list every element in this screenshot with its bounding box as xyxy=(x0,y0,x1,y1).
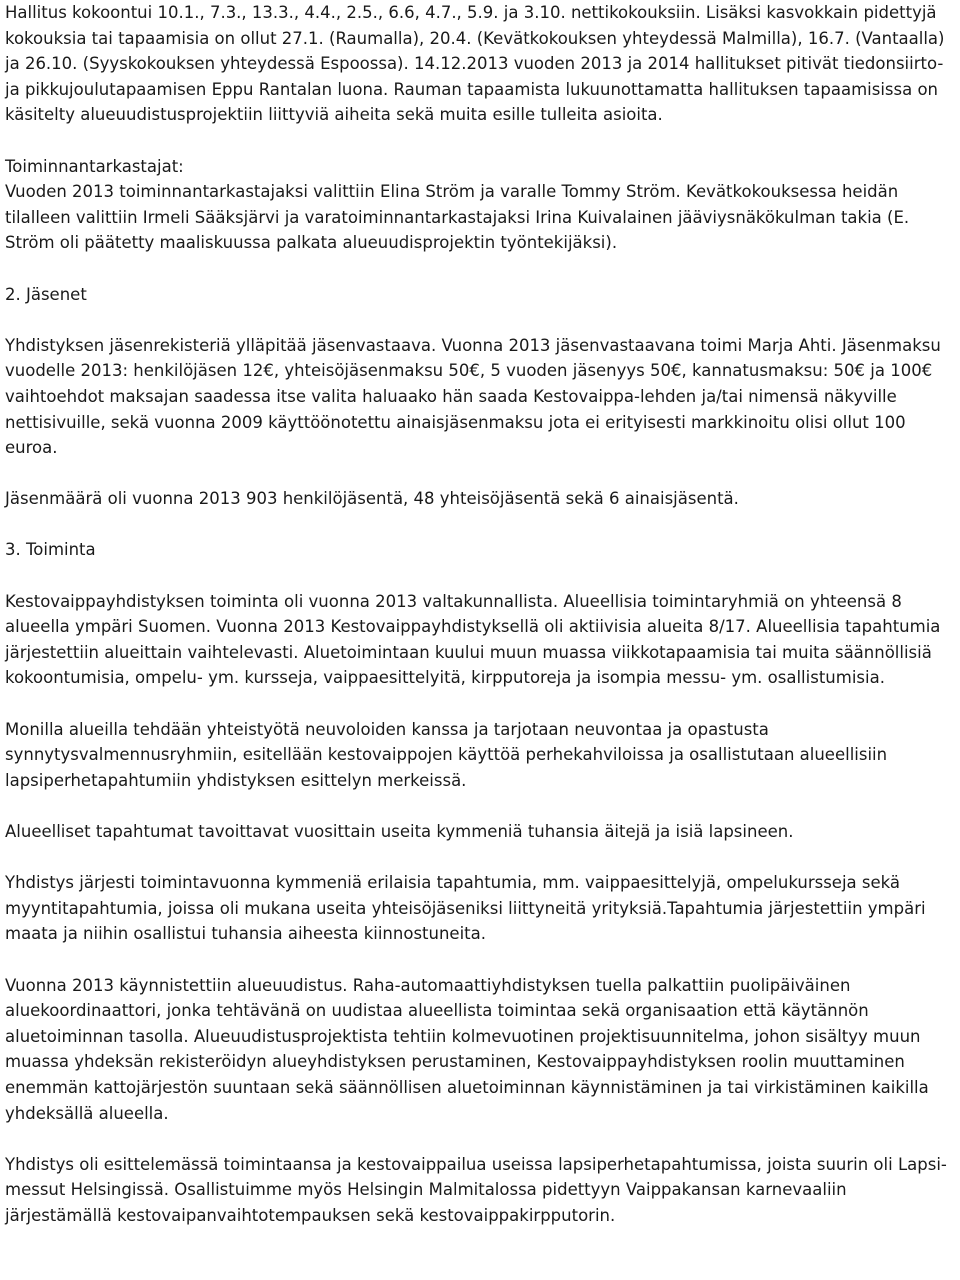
activities-paragraph-6: Yhdistys oli esittelemässä toimintaansa ja kestovaippailua useissa lapsiperhetapahtumissa, joista suurin oli Lapsi-messut Helsingissä. Osallistuimme myös Helsingin Malmitalossa pidettyyn Vaippakansan karnevaaliin järjestämällä kestovaipanvaihtotempauksen sekä kestovaippakirpputorin. xyxy=(5,1154,947,1225)
board-meetings-paragraph: Hallitus kokoontui 10.1., 7.3., 13.3., 4.4., 2.5., 6.6, 4.7., 5.9. ja 3.10. nettikokouksiin. Lisäksi kasvokkain pidettyjä kokouksia tai tapaamisia on ollut 27.1. (Raumalla), 20.4. (Kevätkokouksen yhteydessä Malmilla), 16.7. (Vantaalla) ja 26.10. (Syyskokouksen yhteydessä Espoossa). 14.12.2013 vuoden 2013 ja 2014 hallitukset pitivät tiedonsiirto- ja pikkujoulutapaamisen Eppu Rantalan luona. Rauman tapaamista lukuunottamatta hallituksen tapaamisissa on käsitelty alueuudistusprojektiin liittyviä aiheita sekä muita esille tulleita asioita. xyxy=(5,3,945,125)
auditors-heading: Toiminnantarkastajat: xyxy=(5,156,184,176)
members-count-paragraph: Jäsenmäärä oli vuonna 2013 903 henkilöjäsentä, 48 yhteisöjäsentä sekä 6 ainaisjäsentä. xyxy=(5,489,739,509)
members-registry-paragraph: Yhdistyksen jäsenrekisteriä ylläpitää jäsenvastaava. Vuonna 2013 jäsenvastaavana toimi Marja Ahti. Jäsenmaksu vuodelle 2013: henkilöjäsen 12€, yhteisöjäsenmaksu 50€, 5 vuoden jäsenyys 50€, kannatusmaksu: 50€ ja 100€ vaihtoehdot maksajan saadessa itse valita haluaako hän saada Kestovaippa-lehden ja/tai nimensä näkyville nettisivuille, sekä vuonna 2009 käyttöönotettu ainaisjäsenmaksu jota ei erityisesti markkinoitu olisi ollut 100 euroa. xyxy=(5,335,941,458)
activities-heading: 3. Toiminta xyxy=(5,540,96,560)
auditors-paragraph: Vuoden 2013 toiminnantarkastajaksi valittiin Elina Ström ja varalle Tommy Ström. Kevätkokouksessa heidän tilalleen valittiin Irmeli Sääksjärvi ja varatoiminnantarkastajaksi Irina Kuivalainen jääviysnäkökulman takia (E. Ström oli päätetty maaliskuussa palkata alueuudisprojektin työntekijäksi). xyxy=(5,182,910,253)
activities-paragraph-3: Alueelliset tapahtumat tavoittavat vuosittain useita kymmeniä tuhansia äitejä ja isiä lapsineen. xyxy=(5,822,794,841)
activities-paragraph-5: Vuonna 2013 käynnistettiin alueuudistus. Raha-automaattiyhdistyksen tuella palkattiin puolipäiväinen aluekoordinaattori, jonka tehtävänä on uudistaa alueellista toimintaa sekä organisaation että käytännön aluetoiminnan tasolla. Alueuudistusprojektista tehtiin kolmevuotinen projektisuunnitelma, johon sisältyy muun muassa yhdeksän rekisteröidyn alueyhdistyksen perustaminen, Kestovaippayhdistyksen roolin muuttaminen enemmän kattojärjestön suuntaan sekä säännöllisen aluetoiminnan käynnistäminen ja tai virkistäminen kaikilla yhdeksällä alueella. xyxy=(5,975,929,1123)
activities-paragraph-4: Yhdistys järjesti toimintavuonna kymmeniä erilaisia tapahtumia, mm. vaippaesittelyjä, ompelukursseja sekä myyntitapahtumia, joissa oli mukana useita yhteisöjäseniksi liittyneitä yrityksiä.Tapahtumia järjestettiin ympäri maata ja niihin osallistui tuhansia aiheesta kiinnostuneita. xyxy=(5,873,926,944)
document-page xyxy=(5,0,955,1229)
activities-paragraph-2: Monilla alueilla tehdään yhteistyötä neuvoloiden kanssa ja tarjotaan neuvontaa ja opastusta synnytysvalmennusryhmiin, esitellään kestovaippojen käyttöä perhekahviloissa ja osallistutaan alueellisiin lapsiperhetapahtumiin yhdistyksen esittelyn merkeissä. xyxy=(5,719,888,790)
activities-paragraph-1: Kestovaippayhdistyksen toiminta oli vuonna 2013 valtakunnallista. Alueellisia toimintaryhmiä on yhteensä 8 alueella ympäri Suomen. Vuonna 2013 Kestovaippayhdistyksellä oli aktiivisia alueita 8/17. Alueellisia tapahtumia järjestettiin alueittain vaihtelevasti. Aluetoimintaan kuului muun muassa viikkotapaamisia tai muita säännöllisiä kokoontumisia, ompelu- ym. kursseja, vaippaesittelyitä, kirpputoreja ja isompia messu- ym. osallistumisia. xyxy=(5,591,941,688)
members-heading: 2. Jäsenet xyxy=(5,284,87,304)
